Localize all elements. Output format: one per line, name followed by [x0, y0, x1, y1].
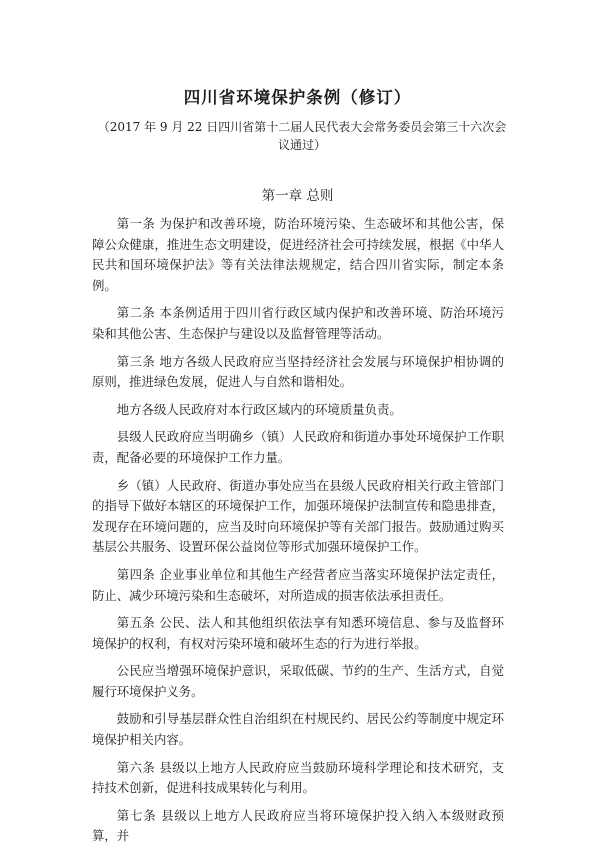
article-paragraph: 第二条 本条例适用于四川省行政区域内保护和改善环境、防治环境污染和其他公害、生态保护与建设以及监督管理等活动。: [92, 305, 504, 341]
article-paragraph: 公民应当增强环境保护意识，采取低碳、节约的生产、生活方式，自觉履行环境保护义务。: [92, 663, 504, 699]
article-paragraph: 乡（镇）人民政府、街道办事处应当在县级人民政府相关行政主管部门的指导下做好本辖区的环境保护工作，加强环境保护法制宣传和隐患排查，发现存在环境问题的，应当及时向环境保护等有关部门报告。鼓励通过购买基层公共服务、设置环保公益岗位等形式加强环境保护工作。: [92, 477, 504, 555]
document-title: 四川省环境保护条例（修订）: [183, 88, 412, 107]
article-paragraph: 第六条 县级以上地方人民政府应当鼓励环境科学理论和技术研究，支持技术创新，促进科技成果转化与利用。: [92, 759, 504, 796]
article-paragraph: 第五条 公民、法人和其他组织依法享有知悉环境信息、参与及监督环境保护的权利，有权对污染环境和破坏生态的行为进行举报。: [92, 615, 504, 651]
chapter-heading: 第一章 总则: [261, 188, 334, 204]
article-paragraph: 第三条 地方各级人民政府应当坚持经济社会发展与环境保护相协调的原则，推进绿色发展，促进人与自然和谐相处。: [92, 353, 504, 390]
document-subtitle: （2017 年 9 月 22 日四川省第十二届人民代表大会常务委员会第三十六次会议通过）: [97, 120, 507, 152]
article-paragraph: 第七条 县级以上地方人民政府应当将环境保护投入纳入本级财政预算，并: [92, 807, 504, 844]
article-paragraph: 县级人民政府应当明确乡（镇）人民政府和街道办事处环境保护工作职责，配备必要的环境保护工作力量。: [92, 429, 504, 465]
article-paragraph: 地方各级人民政府对本行政区域内的环境质量负责。: [116, 401, 402, 417]
article-paragraph: 第一条 为保护和改善环境，防治环境污染、生态破坏和其他公害，保障公众健康，推进生态文明建设，促进经济社会可持续发展，根据《中华人民共和国环境保护法》等有关法律法规规定，结合四川省实际，制定本条例。: [92, 216, 504, 293]
article-paragraph: 鼓励和引导基层群众性自治组织在村规民约、居民公约等制度中规定环境保护相关内容。: [92, 711, 504, 748]
article-paragraph: 第四条 企业事业单位和其他生产经营者应当落实环境保护法定责任，防止、减少环境污染和生态破坏，对所造成的损害依法承担责任。: [92, 566, 504, 603]
document-body: [92, 214, 504, 854]
